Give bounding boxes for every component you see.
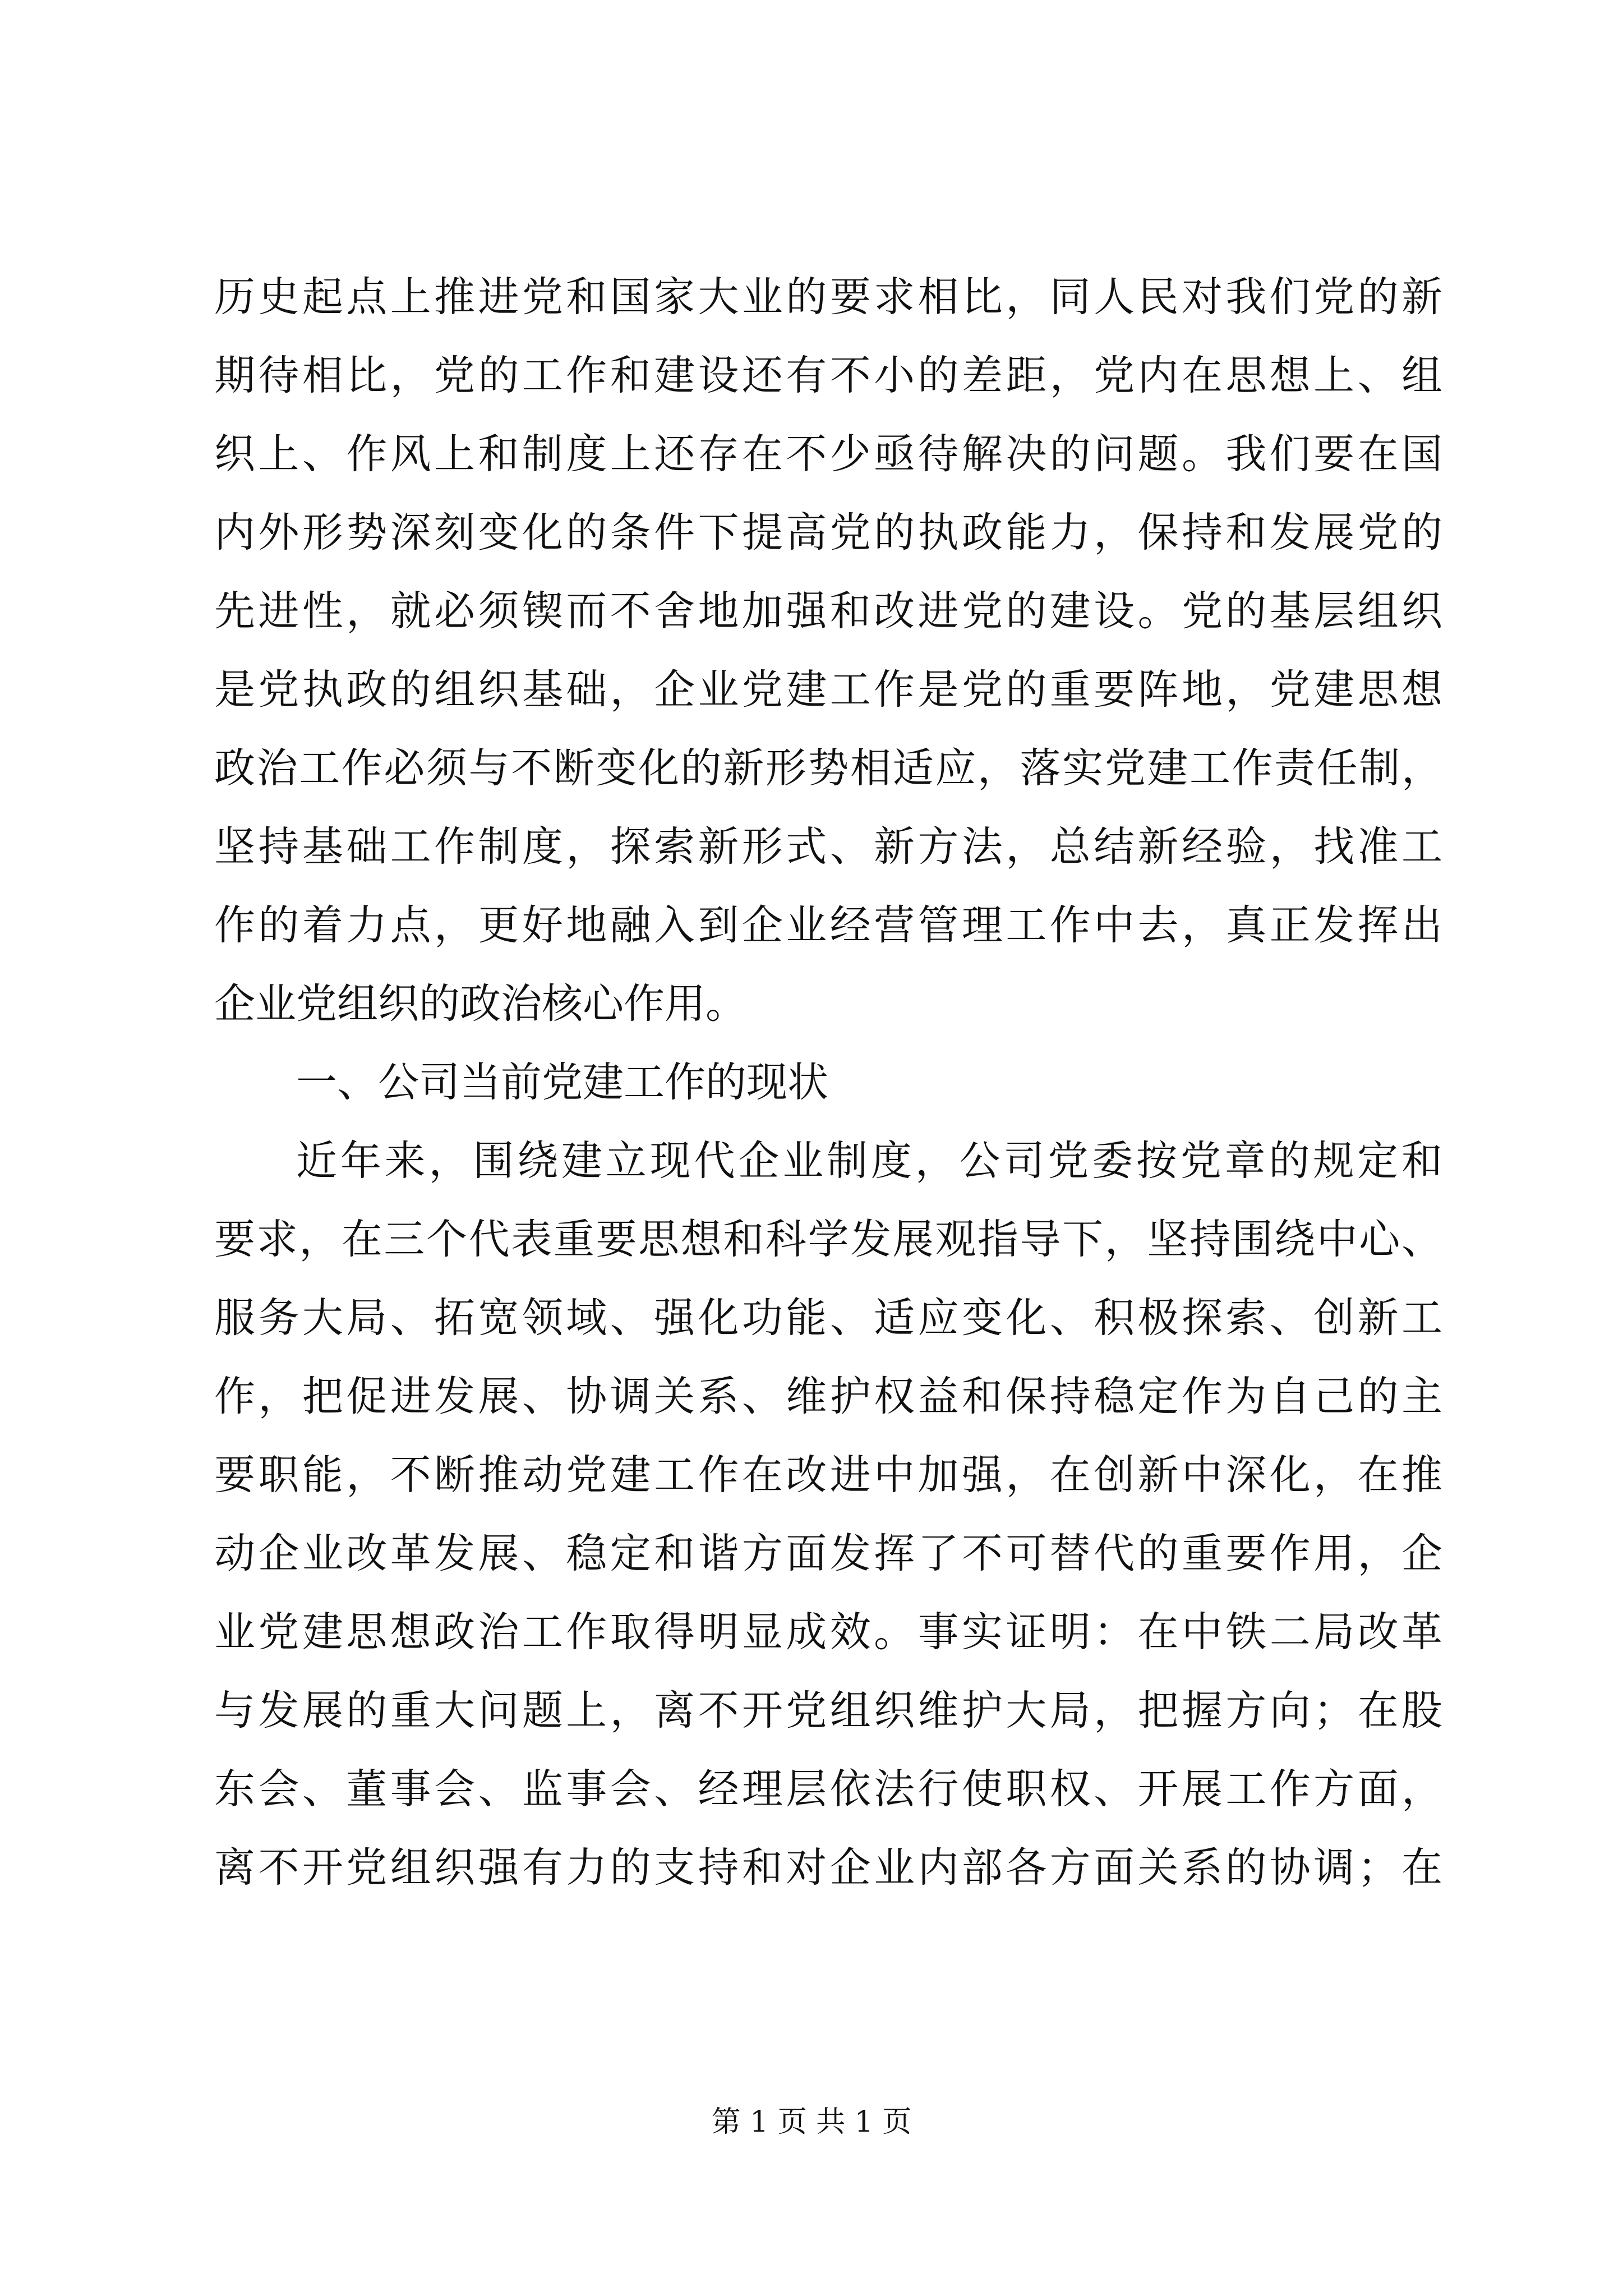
paragraph-1-line-2: 期待相比，党的工作和建设还有不小的差距，党内在思想上、组 (214, 352, 1442, 399)
paragraph-1-line-9: 作的着力点，更好地融入到企业经营管理工作中去，真正发挥出 (214, 901, 1442, 949)
paragraph-1-line-7: 政治工作必须与不断变化的新形势相适应，落实党建工作责任制， (214, 744, 1442, 792)
paragraph-2-line-6: 动企业改革发展、稳定和谐方面发挥了不可替代的重要作用，企 (214, 1530, 1442, 1577)
paragraph-2-line-2: 要求，在三个代表重要思想和科学发展观指导下，坚持围绕中心、 (214, 1216, 1442, 1263)
paragraph-2-line-8: 与发展的重大问题上，离不开党组织维护大局，把握方向；在股 (214, 1687, 1442, 1734)
paragraph-1-line-5: 先进性，就必须锲而不舍地加强和改进党的建设。党的基层组织 (214, 587, 1442, 635)
document-body (214, 258, 1442, 1907)
paragraph-2-line-5: 要职能，不断推动党建工作在改进中加强，在创新中深化，在推 (214, 1451, 1442, 1499)
paragraph-2-line-3: 服务大局、拓宽领域、强化功能、适应变化、积极探索、创新工 (214, 1294, 1442, 1342)
paragraph-1-line-3: 织上、作风上和制度上还存在不少亟待解决的问题。我们要在国 (214, 430, 1442, 478)
paragraph-1-line-6: 是党执政的组织基础，企业党建工作是党的重要阵地，党建思想 (214, 666, 1442, 714)
section-heading: 一、公司当前党建工作的现状 (296, 1059, 828, 1106)
paragraph-1-line-4: 内外形势深刻变化的条件下提高党的执政能力，保持和发展党的 (214, 509, 1442, 556)
page-footer: 第 1 页 共 1 页 (711, 2105, 912, 2139)
paragraph-1-line-1: 历史起点上推进党和国家大业的要求相比，同人民对我们党的新 (214, 273, 1442, 321)
paragraph-2-line-9: 东会、董事会、监事会、经理层依法行使职权、开展工作方面， (214, 1765, 1442, 1813)
paragraph-2-line-1: 近年来，围绕建立现代企业制度，公司党委按党章的规定和 (296, 1137, 1442, 1185)
paragraph-2-line-4: 作，把促进发展、协调关系、维护权益和保持稳定作为自己的主 (214, 1373, 1442, 1420)
paragraph-1-line-10: 企业党组织的政治核心作用。 (214, 980, 746, 1028)
paragraph-1-line-8: 坚持基础工作制度，探索新形式、新方法，总结新经验，找准工 (214, 823, 1442, 871)
paragraph-2-line-7: 业党建思想政治工作取得明显成效。事实证明：在中铁二局改革 (214, 1608, 1442, 1656)
paragraph-2-line-10: 离不开党组织强有力的支持和对企业内部各方面关系的协调；在 (214, 1844, 1442, 1892)
